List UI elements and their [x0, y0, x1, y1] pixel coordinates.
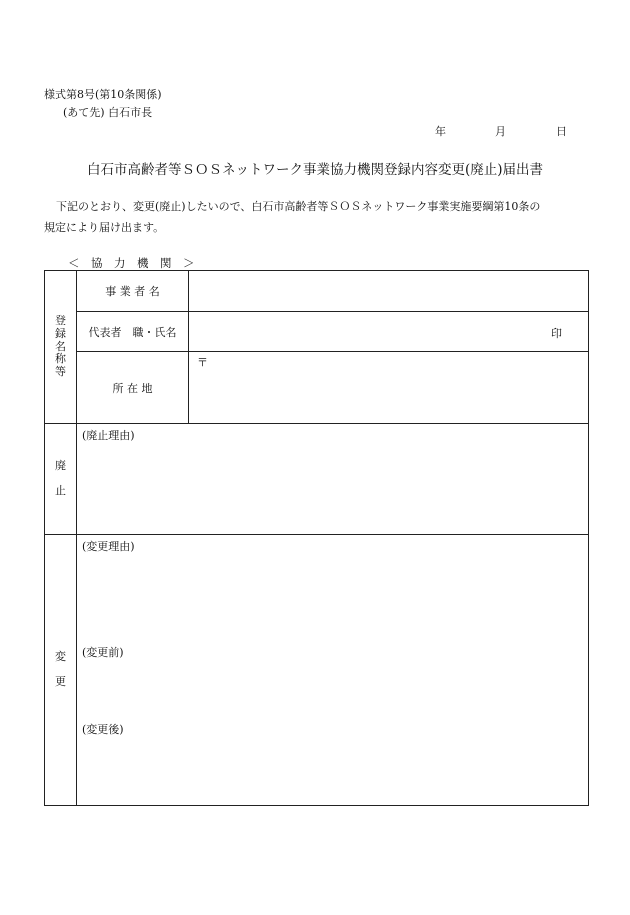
- addressee: (あて先) 白石市長: [63, 106, 153, 119]
- business-name-label: 事 業 者 名: [77, 271, 189, 312]
- change-reason-label: (変更理由): [82, 540, 135, 553]
- business-name-field[interactable]: [189, 271, 589, 312]
- form-number: 様式第8号(第10条関係): [44, 88, 162, 101]
- date-month-label: 月: [495, 125, 506, 138]
- body-line-1: 下記のとおり、変更(廃止)したいので、白石市高齢者等ＳＯＳネットワーク事業実施要綱第10条の: [56, 200, 541, 213]
- date-year-label: 年: [435, 125, 446, 138]
- address-field[interactable]: [189, 352, 589, 424]
- date-day-label: 日: [556, 125, 567, 138]
- body-text: [44, 196, 592, 238]
- registration-side-label: 登 録 名 称 等: [45, 271, 77, 424]
- change-after-label: (変更後): [82, 723, 124, 736]
- postal-mark: 〒: [197, 356, 208, 369]
- address-label: 所 在 地: [77, 352, 189, 424]
- abolition-reason-label: (廃止理由): [82, 429, 135, 442]
- form-table: [44, 270, 589, 806]
- change-side-label: 変 更: [45, 535, 77, 806]
- section-label: ＜ 協 力 機 関 ＞: [68, 256, 195, 270]
- body-line-2: 規定により届け出ます。: [44, 221, 165, 234]
- document-title: 白石市高齢者等ＳＯＳネットワーク事業協力機関登録内容変更(廃止)届出書: [86, 162, 544, 178]
- change-before-label: (変更前): [82, 646, 124, 659]
- representative-label: 代表者 職・氏名: [77, 312, 189, 352]
- seal-mark: 印: [551, 327, 562, 340]
- change-field[interactable]: [77, 535, 589, 806]
- abolition-side-label: 廃 止: [45, 424, 77, 535]
- abolition-reason-field[interactable]: [77, 424, 589, 535]
- representative-field[interactable]: [189, 312, 589, 352]
